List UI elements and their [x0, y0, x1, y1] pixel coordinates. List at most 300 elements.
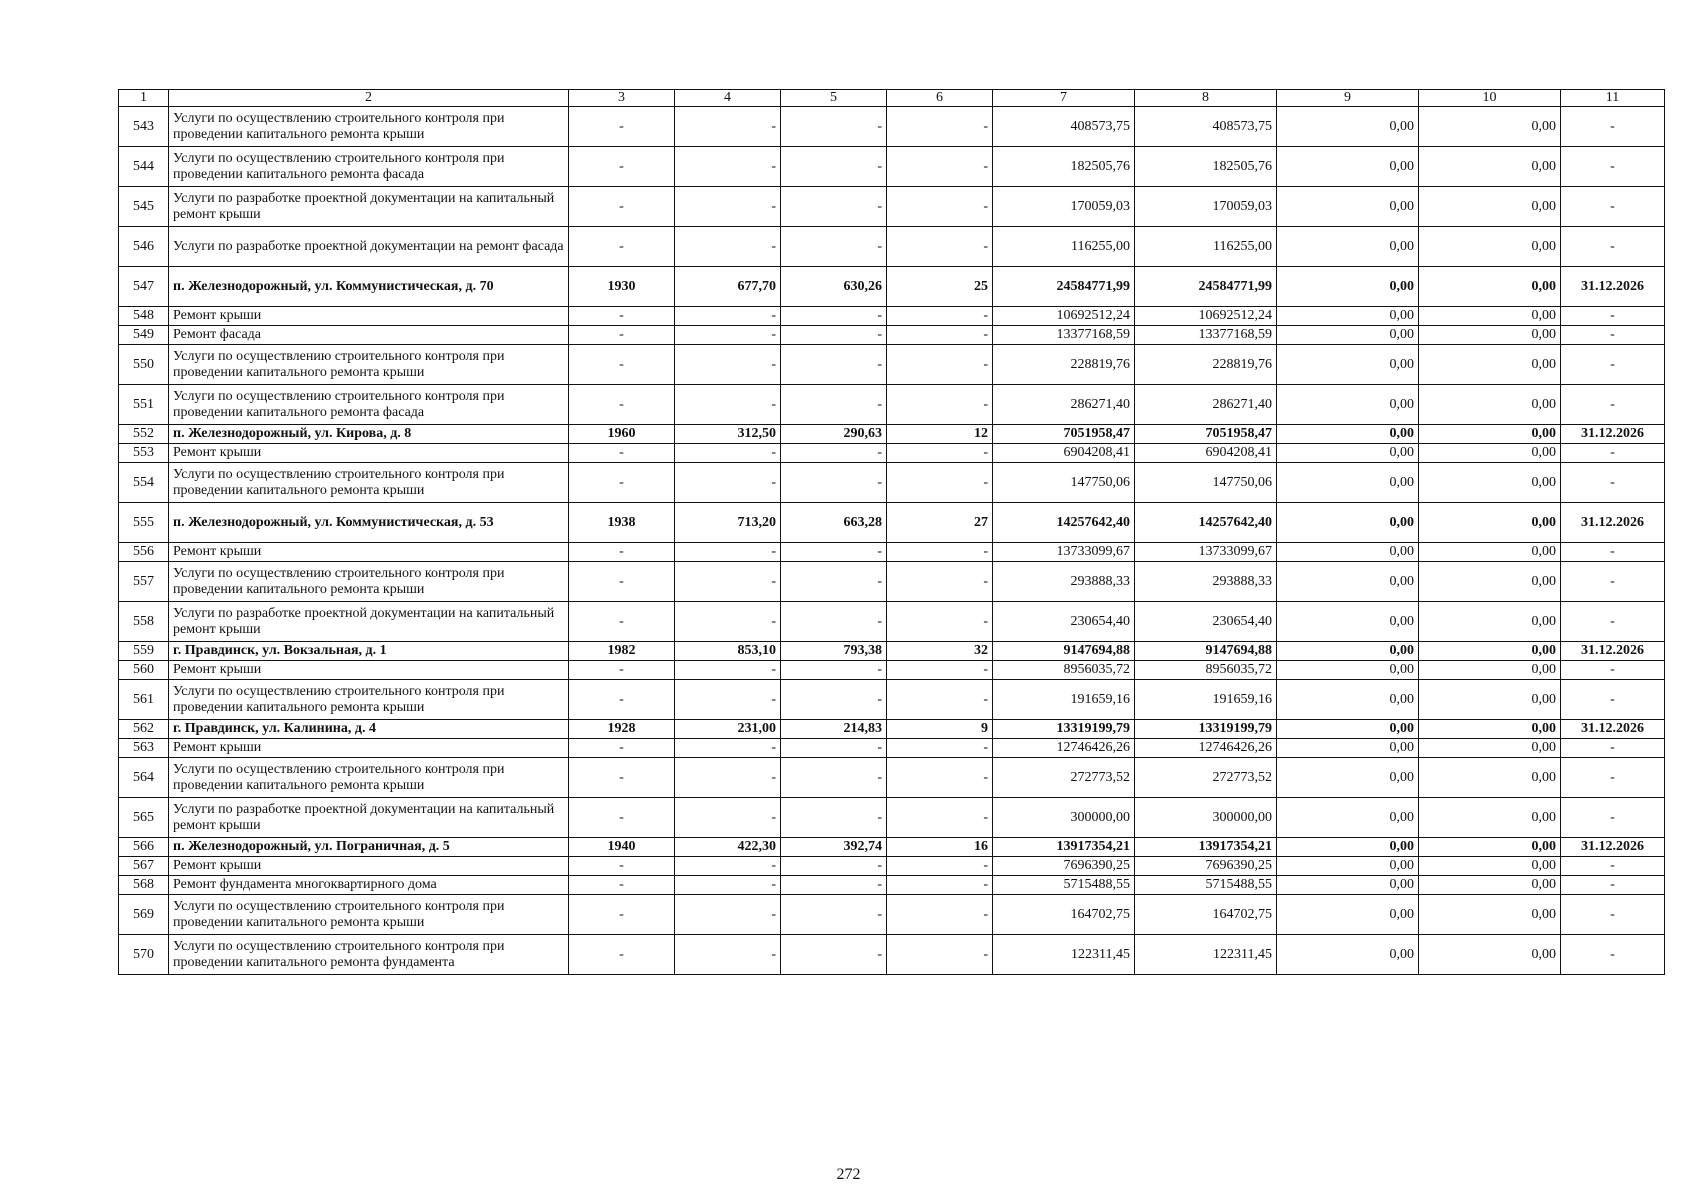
deadline-cell: -	[1561, 798, 1665, 838]
column-number-header: 4	[675, 90, 781, 107]
cost-budget-cell: 0,00	[1277, 838, 1419, 857]
address-row	[119, 267, 1665, 307]
row-number-cell: 561	[119, 680, 169, 720]
area-living-cell: -	[781, 758, 887, 798]
area-living-cell: -	[781, 463, 887, 503]
cost-fund-cell: 13917354,21	[1135, 838, 1277, 857]
area-living-cell: -	[781, 187, 887, 227]
cost-budget-cell: 0,00	[1277, 107, 1419, 147]
deadline-cell: -	[1561, 345, 1665, 385]
residents-cell: 32	[887, 642, 993, 661]
row-number-cell: 564	[119, 758, 169, 798]
cost-fund-cell: 12746426,26	[1135, 739, 1277, 758]
year-cell: -	[569, 107, 675, 147]
cost-total-cell: 5715488,55	[993, 876, 1135, 895]
row-number-cell: 548	[119, 307, 169, 326]
year-cell: 1928	[569, 720, 675, 739]
cost-budget-cell: 0,00	[1277, 267, 1419, 307]
row-number-cell: 556	[119, 543, 169, 562]
column-number-header: 8	[1135, 90, 1277, 107]
cost-owners-cell: 0,00	[1419, 661, 1561, 680]
cost-total-cell: 116255,00	[993, 227, 1135, 267]
name-cell: Услуги по разработке проектной документации на капитальный ремонт крыши	[169, 187, 569, 227]
residents-cell: -	[887, 895, 993, 935]
cost-fund-cell: 122311,45	[1135, 935, 1277, 975]
cost-total-cell: 272773,52	[993, 758, 1135, 798]
address-text: г. Правдинск, ул. Калинина, д. 4	[173, 721, 376, 736]
cost-budget-cell: 0,00	[1277, 444, 1419, 463]
cost-total-cell: 286271,40	[993, 385, 1135, 425]
cost-owners-cell: 0,00	[1419, 720, 1561, 739]
area-living-cell: -	[781, 326, 887, 345]
table-row	[119, 876, 1665, 895]
address-text: г. Правдинск, ул. Вокзальная, д. 1	[173, 643, 387, 658]
cost-budget-cell: 0,00	[1277, 758, 1419, 798]
cost-budget-cell: 0,00	[1277, 739, 1419, 758]
year-cell: 1940	[569, 838, 675, 857]
cost-owners-cell: 0,00	[1419, 895, 1561, 935]
year-cell: -	[569, 463, 675, 503]
area-total-cell: -	[675, 739, 781, 758]
year-cell: -	[569, 798, 675, 838]
table-row	[119, 227, 1665, 267]
year-cell: 1982	[569, 642, 675, 661]
cost-owners-cell: 0,00	[1419, 739, 1561, 758]
cost-budget-cell: 0,00	[1277, 307, 1419, 326]
row-number-cell: 546	[119, 227, 169, 267]
row-number-cell: 568	[119, 876, 169, 895]
residents-cell: -	[887, 444, 993, 463]
row-number-cell: 562	[119, 720, 169, 739]
area-living-cell: -	[781, 227, 887, 267]
area-total-cell: 677,70	[675, 267, 781, 307]
cost-total-cell: 191659,16	[993, 680, 1135, 720]
cost-owners-cell: 0,00	[1419, 147, 1561, 187]
address-row	[119, 503, 1665, 543]
area-living-cell: -	[781, 543, 887, 562]
deadline-cell: -	[1561, 463, 1665, 503]
cost-fund-cell: 9147694,88	[1135, 642, 1277, 661]
cost-owners-cell: 0,00	[1419, 562, 1561, 602]
area-total-cell: -	[675, 463, 781, 503]
deadline-cell: -	[1561, 326, 1665, 345]
deadline-cell: -	[1561, 895, 1665, 935]
cost-budget-cell: 0,00	[1277, 895, 1419, 935]
name-cell: Услуги по разработке проектной документации на капитальный ремонт крыши	[169, 602, 569, 642]
residents-cell: -	[887, 739, 993, 758]
cost-owners-cell: 0,00	[1419, 758, 1561, 798]
deadline-cell: -	[1561, 444, 1665, 463]
cost-budget-cell: 0,00	[1277, 227, 1419, 267]
area-living-cell: -	[781, 739, 887, 758]
cost-budget-cell: 0,00	[1277, 385, 1419, 425]
area-total-cell: -	[675, 345, 781, 385]
cost-total-cell: 182505,76	[993, 147, 1135, 187]
cost-fund-cell: 170059,03	[1135, 187, 1277, 227]
area-living-cell: -	[781, 857, 887, 876]
area-total-cell: -	[675, 876, 781, 895]
area-living-cell: -	[781, 307, 887, 326]
year-cell: -	[569, 385, 675, 425]
cost-budget-cell: 0,00	[1277, 425, 1419, 444]
area-total-cell: -	[675, 543, 781, 562]
area-total-cell: -	[675, 895, 781, 935]
cost-total-cell: 147750,06	[993, 463, 1135, 503]
cost-total-cell: 8956035,72	[993, 661, 1135, 680]
deadline-cell: -	[1561, 680, 1665, 720]
cost-total-cell: 13917354,21	[993, 838, 1135, 857]
name-cell: Ремонт крыши	[169, 543, 569, 562]
name-cell: Ремонт крыши	[169, 307, 569, 326]
name-cell: Услуги по осуществлению строительного контроля при проведении капитального ремонта крыши	[169, 345, 569, 385]
area-total-cell: -	[675, 385, 781, 425]
area-total-cell: 422,30	[675, 838, 781, 857]
residents-cell: -	[887, 758, 993, 798]
cost-owners-cell: 0,00	[1419, 385, 1561, 425]
cost-fund-cell: 24584771,99	[1135, 267, 1277, 307]
year-cell: 1930	[569, 267, 675, 307]
cost-fund-cell: 13733099,67	[1135, 543, 1277, 562]
deadline-cell: -	[1561, 876, 1665, 895]
area-living-cell: -	[781, 147, 887, 187]
name-cell: Услуги по осуществлению строительного контроля при проведении капитального ремонта крыши	[169, 463, 569, 503]
residents-cell: 25	[887, 267, 993, 307]
cost-budget-cell: 0,00	[1277, 326, 1419, 345]
name-cell: Ремонт крыши	[169, 661, 569, 680]
area-total-cell: 312,50	[675, 425, 781, 444]
deadline-cell: -	[1561, 107, 1665, 147]
column-number-header: 3	[569, 90, 675, 107]
name-cell	[169, 642, 569, 661]
name-cell: Услуги по осуществлению строительного контроля при проведении капитального ремонта фундамента	[169, 935, 569, 975]
name-cell: Ремонт фасада	[169, 326, 569, 345]
row-number-cell: 558	[119, 602, 169, 642]
cost-total-cell: 293888,33	[993, 562, 1135, 602]
table-row	[119, 326, 1665, 345]
cost-budget-cell: 0,00	[1277, 187, 1419, 227]
area-total-cell: 853,10	[675, 642, 781, 661]
deadline-cell: 31.12.2026	[1561, 720, 1665, 739]
table-row	[119, 107, 1665, 147]
cost-total-cell: 164702,75	[993, 895, 1135, 935]
cost-total-cell: 7051958,47	[993, 425, 1135, 444]
area-total-cell: -	[675, 562, 781, 602]
cost-total-cell: 13319199,79	[993, 720, 1135, 739]
residents-cell: 9	[887, 720, 993, 739]
year-cell: -	[569, 857, 675, 876]
year-cell: -	[569, 227, 675, 267]
deadline-cell: -	[1561, 739, 1665, 758]
area-living-cell: 290,63	[781, 425, 887, 444]
name-cell: Услуги по разработке проектной документации на ремонт фасада	[169, 227, 569, 267]
deadline-cell: 31.12.2026	[1561, 838, 1665, 857]
year-cell: -	[569, 543, 675, 562]
capital-repair-table	[118, 89, 1665, 975]
area-total-cell: -	[675, 147, 781, 187]
cost-owners-cell: 0,00	[1419, 935, 1561, 975]
cost-total-cell: 300000,00	[993, 798, 1135, 838]
cost-total-cell: 6904208,41	[993, 444, 1135, 463]
cost-fund-cell: 300000,00	[1135, 798, 1277, 838]
cost-budget-cell: 0,00	[1277, 798, 1419, 838]
cost-budget-cell: 0,00	[1277, 463, 1419, 503]
deadline-cell: -	[1561, 758, 1665, 798]
cost-owners-cell: 0,00	[1419, 503, 1561, 543]
cost-fund-cell: 8956035,72	[1135, 661, 1277, 680]
table-row	[119, 739, 1665, 758]
cost-owners-cell: 0,00	[1419, 463, 1561, 503]
table-row	[119, 307, 1665, 326]
deadline-cell: -	[1561, 187, 1665, 227]
area-living-cell: -	[781, 444, 887, 463]
area-living-cell: -	[781, 935, 887, 975]
area-total-cell: -	[675, 227, 781, 267]
cost-owners-cell: 0,00	[1419, 326, 1561, 345]
cost-fund-cell: 7696390,25	[1135, 857, 1277, 876]
year-cell: -	[569, 739, 675, 758]
cost-fund-cell: 13377168,59	[1135, 326, 1277, 345]
column-number-header: 5	[781, 90, 887, 107]
table-row	[119, 562, 1665, 602]
table-row	[119, 345, 1665, 385]
cost-owners-cell: 0,00	[1419, 798, 1561, 838]
cost-total-cell: 12746426,26	[993, 739, 1135, 758]
cost-budget-cell: 0,00	[1277, 720, 1419, 739]
cost-total-cell: 13733099,67	[993, 543, 1135, 562]
area-total-cell: -	[675, 935, 781, 975]
cost-budget-cell: 0,00	[1277, 661, 1419, 680]
column-number-header: 11	[1561, 90, 1665, 107]
area-living-cell: -	[781, 895, 887, 935]
name-cell	[169, 503, 569, 543]
cost-fund-cell: 286271,40	[1135, 385, 1277, 425]
cost-fund-cell: 14257642,40	[1135, 503, 1277, 543]
cost-total-cell: 7696390,25	[993, 857, 1135, 876]
row-number-cell: 545	[119, 187, 169, 227]
year-cell: -	[569, 345, 675, 385]
cost-owners-cell: 0,00	[1419, 345, 1561, 385]
cost-budget-cell: 0,00	[1277, 642, 1419, 661]
name-cell: Услуги по осуществлению строительного контроля при проведении капитального ремонта фасада	[169, 147, 569, 187]
cost-total-cell: 10692512,24	[993, 307, 1135, 326]
cost-owners-cell: 0,00	[1419, 857, 1561, 876]
cost-owners-cell: 0,00	[1419, 307, 1561, 326]
residents-cell: 16	[887, 838, 993, 857]
cost-total-cell: 9147694,88	[993, 642, 1135, 661]
name-cell: Ремонт фундамента многоквартирного дома	[169, 876, 569, 895]
table-row	[119, 661, 1665, 680]
cost-owners-cell: 0,00	[1419, 602, 1561, 642]
area-living-cell: 630,26	[781, 267, 887, 307]
row-number-cell: 550	[119, 345, 169, 385]
name-cell: Услуги по осуществлению строительного контроля при проведении капитального ремонта крыши	[169, 562, 569, 602]
residents-cell: -	[887, 326, 993, 345]
area-total-cell: -	[675, 107, 781, 147]
residents-cell: -	[887, 227, 993, 267]
cost-total-cell: 408573,75	[993, 107, 1135, 147]
name-cell: Услуги по разработке проектной документации на капитальный ремонт крыши	[169, 798, 569, 838]
row-number-cell: 566	[119, 838, 169, 857]
cost-owners-cell: 0,00	[1419, 543, 1561, 562]
residents-cell: 27	[887, 503, 993, 543]
year-cell: -	[569, 661, 675, 680]
column-number-header: 2	[169, 90, 569, 107]
table-row	[119, 147, 1665, 187]
area-total-cell: -	[675, 661, 781, 680]
residents-cell: -	[887, 307, 993, 326]
residents-cell: -	[887, 602, 993, 642]
year-cell: -	[569, 187, 675, 227]
deadline-cell: -	[1561, 385, 1665, 425]
residents-cell: 12	[887, 425, 993, 444]
cost-owners-cell: 0,00	[1419, 425, 1561, 444]
year-cell: -	[569, 758, 675, 798]
cost-fund-cell: 6904208,41	[1135, 444, 1277, 463]
deadline-cell: -	[1561, 661, 1665, 680]
area-living-cell: -	[781, 798, 887, 838]
row-number-cell: 557	[119, 562, 169, 602]
cost-fund-cell: 408573,75	[1135, 107, 1277, 147]
row-number-cell: 560	[119, 661, 169, 680]
row-number-cell: 554	[119, 463, 169, 503]
cost-fund-cell: 228819,76	[1135, 345, 1277, 385]
row-number-cell: 549	[119, 326, 169, 345]
name-cell: Ремонт крыши	[169, 444, 569, 463]
cost-fund-cell: 10692512,24	[1135, 307, 1277, 326]
column-number-header: 6	[887, 90, 993, 107]
column-number-header: 10	[1419, 90, 1561, 107]
year-cell: -	[569, 307, 675, 326]
page-number: 272	[836, 1166, 861, 1183]
name-cell	[169, 425, 569, 444]
table-body	[119, 90, 1665, 975]
area-living-cell: -	[781, 385, 887, 425]
year-cell: 1938	[569, 503, 675, 543]
cost-owners-cell: 0,00	[1419, 444, 1561, 463]
cost-fund-cell: 191659,16	[1135, 680, 1277, 720]
row-number-cell: 570	[119, 935, 169, 975]
area-living-cell: -	[781, 876, 887, 895]
area-living-cell: 663,28	[781, 503, 887, 543]
year-cell: -	[569, 326, 675, 345]
row-number-cell: 565	[119, 798, 169, 838]
cost-budget-cell: 0,00	[1277, 543, 1419, 562]
year-cell: -	[569, 444, 675, 463]
residents-cell: -	[887, 107, 993, 147]
area-total-cell: -	[675, 857, 781, 876]
cost-total-cell: 13377168,59	[993, 326, 1135, 345]
cost-budget-cell: 0,00	[1277, 147, 1419, 187]
area-total-cell: -	[675, 602, 781, 642]
table-row	[119, 385, 1665, 425]
cost-budget-cell: 0,00	[1277, 602, 1419, 642]
row-number-cell: 563	[119, 739, 169, 758]
row-number-cell: 555	[119, 503, 169, 543]
table-row	[119, 758, 1665, 798]
area-living-cell: -	[781, 602, 887, 642]
year-cell: -	[569, 895, 675, 935]
cost-fund-cell: 13319199,79	[1135, 720, 1277, 739]
name-cell: Услуги по осуществлению строительного контроля при проведении капитального ремонта крыши	[169, 680, 569, 720]
table-row	[119, 602, 1665, 642]
cost-total-cell: 122311,45	[993, 935, 1135, 975]
cost-fund-cell: 5715488,55	[1135, 876, 1277, 895]
name-cell: Услуги по осуществлению строительного контроля при проведении капитального ремонта крыши	[169, 758, 569, 798]
row-number-cell: 552	[119, 425, 169, 444]
row-number-cell: 543	[119, 107, 169, 147]
cost-owners-cell: 0,00	[1419, 876, 1561, 895]
address-text: п. Железнодорожный, ул. Пограничная, д. 5	[173, 839, 450, 854]
cost-budget-cell: 0,00	[1277, 503, 1419, 543]
column-number-header: 9	[1277, 90, 1419, 107]
cost-total-cell: 230654,40	[993, 602, 1135, 642]
cost-budget-cell: 0,00	[1277, 345, 1419, 385]
deadline-cell: -	[1561, 543, 1665, 562]
cost-owners-cell: 0,00	[1419, 680, 1561, 720]
residents-cell: -	[887, 147, 993, 187]
header-row	[119, 90, 1665, 107]
deadline-cell: 31.12.2026	[1561, 503, 1665, 543]
cost-owners-cell: 0,00	[1419, 187, 1561, 227]
cost-fund-cell: 182505,76	[1135, 147, 1277, 187]
table-row	[119, 187, 1665, 227]
deadline-cell: -	[1561, 857, 1665, 876]
area-total-cell: 231,00	[675, 720, 781, 739]
column-number-header: 7	[993, 90, 1135, 107]
name-cell: Услуги по осуществлению строительного контроля при проведении капитального ремонта фасада	[169, 385, 569, 425]
row-number-cell: 567	[119, 857, 169, 876]
cost-budget-cell: 0,00	[1277, 935, 1419, 975]
cost-owners-cell: 0,00	[1419, 227, 1561, 267]
deadline-cell: -	[1561, 227, 1665, 267]
area-total-cell: -	[675, 680, 781, 720]
residents-cell: -	[887, 661, 993, 680]
address-text: п. Железнодорожный, ул. Кирова, д. 8	[173, 426, 412, 441]
cost-owners-cell: 0,00	[1419, 107, 1561, 147]
cost-budget-cell: 0,00	[1277, 857, 1419, 876]
deadline-cell: -	[1561, 147, 1665, 187]
deadline-cell: 31.12.2026	[1561, 425, 1665, 444]
row-number-cell: 569	[119, 895, 169, 935]
area-living-cell: 793,38	[781, 642, 887, 661]
row-number-cell: 544	[119, 147, 169, 187]
name-cell: Услуги по осуществлению строительного контроля при проведении капитального ремонта крыши	[169, 895, 569, 935]
year-cell: -	[569, 147, 675, 187]
residents-cell: -	[887, 543, 993, 562]
cost-fund-cell: 7051958,47	[1135, 425, 1277, 444]
address-row	[119, 720, 1665, 739]
area-total-cell: -	[675, 187, 781, 227]
row-number-cell: 553	[119, 444, 169, 463]
name-cell	[169, 838, 569, 857]
cost-fund-cell: 230654,40	[1135, 602, 1277, 642]
cost-fund-cell: 116255,00	[1135, 227, 1277, 267]
residents-cell: -	[887, 385, 993, 425]
table-row	[119, 935, 1665, 975]
deadline-cell: -	[1561, 602, 1665, 642]
cost-owners-cell: 0,00	[1419, 838, 1561, 857]
area-total-cell: -	[675, 758, 781, 798]
table-row	[119, 798, 1665, 838]
row-number-cell: 551	[119, 385, 169, 425]
area-living-cell: -	[781, 661, 887, 680]
table-row	[119, 895, 1665, 935]
area-total-cell: -	[675, 798, 781, 838]
residents-cell: -	[887, 876, 993, 895]
cost-fund-cell: 147750,06	[1135, 463, 1277, 503]
deadline-cell: 31.12.2026	[1561, 267, 1665, 307]
cost-budget-cell: 0,00	[1277, 680, 1419, 720]
